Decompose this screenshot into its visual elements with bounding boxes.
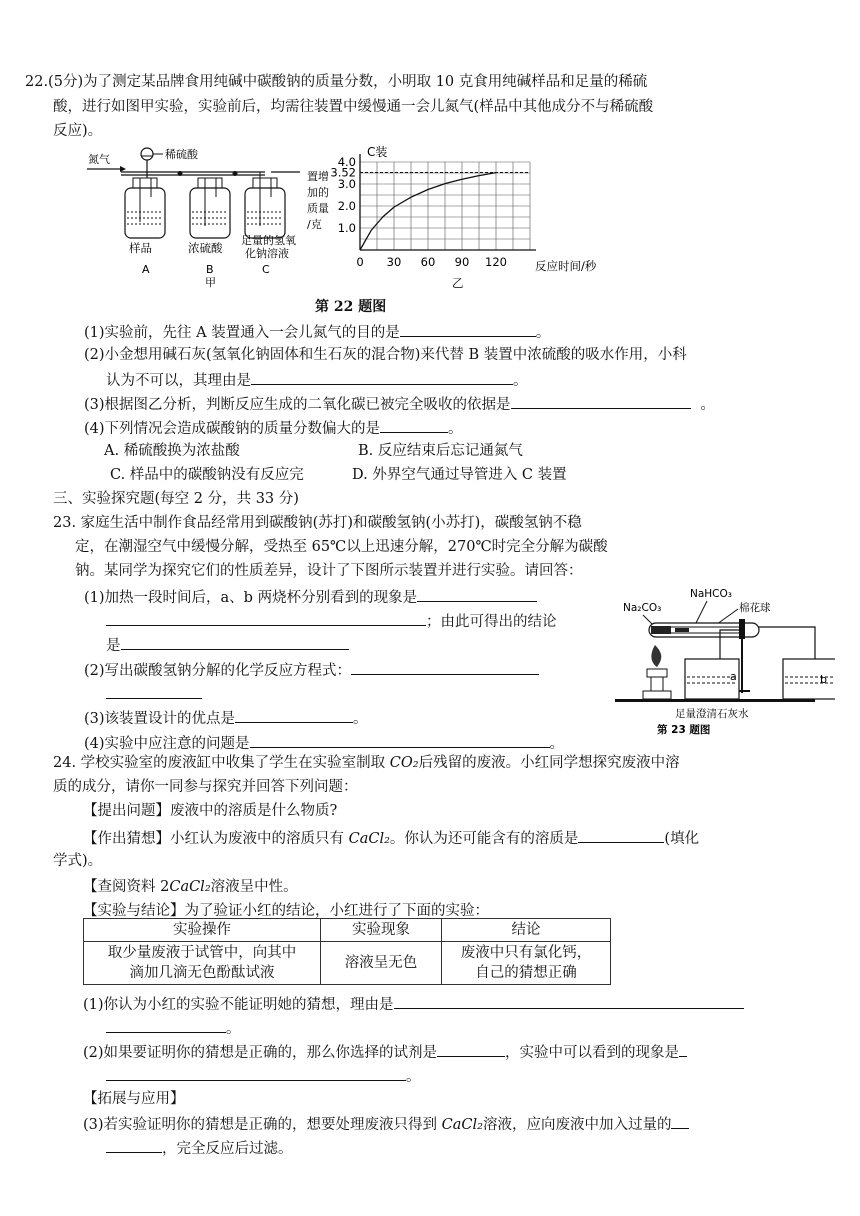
q22-part2-line2: 认为不可以，其理由是 。 — [106, 368, 528, 392]
q23-part2: (2)写出碳酸氢钠分解的化学反应方程式： — [84, 658, 539, 682]
x-tick-label: 30 — [386, 255, 402, 269]
answer-blank[interactable] — [437, 1040, 505, 1057]
label-A: A — [142, 263, 150, 276]
q24-part3-line2: ，完全反应后过滤。 — [106, 1136, 293, 1160]
answer-blank[interactable] — [380, 416, 448, 433]
label-yi: 乙 — [452, 276, 464, 290]
q23-intro-line2: 定，在潮湿空气中缓慢分解，受热至 65℃以上迅速分解，270℃时完全分解为碳酸 — [75, 539, 608, 555]
q24-intro-line2: 质的成分，请你一同参与探究并回答下列问题： — [53, 779, 358, 795]
q22-figure-caption: 第 22 题图 — [315, 299, 387, 315]
label-B: B — [206, 263, 214, 276]
answer-blank[interactable] — [250, 731, 550, 748]
answer-blank[interactable] — [351, 658, 539, 675]
q24-part1: (1)你认为小红的实验不能证明她的猜想，理由是 — [83, 992, 744, 1016]
answer-blank[interactable] — [106, 609, 426, 626]
q23-intro-line1: 23. 家庭生活中制作食品经常用到碳酸钠(苏打)和碳酸氢钠(小苏打)，碳酸氢钠不稳 — [53, 515, 582, 531]
table-cell-operation: 取少量废液于试管中，向其中 滴加几滴无色酚酞试液 — [84, 942, 321, 985]
q23-part1-line3: 是 — [106, 633, 349, 657]
q22-option-b: B. 反应结束后忘记通氮气 — [358, 443, 523, 459]
naoh-label-2: 化钠溶液 — [245, 247, 289, 260]
x-tick-label: 120 — [485, 255, 507, 269]
q22-option-a: A. 稀硫酸换为浓盐酸 — [104, 443, 240, 459]
q22-part3: (3)根据图乙分析，判断反应生成的二氧化碳已被完全吸收的依据是 。 — [84, 392, 715, 416]
q24-experiment-heading: 【实验与结论】为了验证小红的结论，小红进行了下面的实验： — [83, 903, 489, 919]
answer-blank[interactable] — [121, 633, 349, 650]
table-cell-phenomenon: 溶液呈无色 — [321, 942, 442, 985]
label-C: C — [262, 263, 270, 276]
q22-intro-line1: 22.(5分)为了测定某品牌食用纯碱中碳酸钠的质量分数，小明取 10 克食用纯碱样品和足量的稀硫 — [25, 74, 648, 90]
y-tick-label: 3.0 — [337, 177, 356, 191]
q23-apparatus-figure — [615, 583, 835, 751]
q24-intro-line1: 24. 学校实验室的废液缸中收集了学生在实验室制取 CO₂后残留的废液。小红同学想探究废液中溶 — [53, 755, 680, 771]
q23-figure-caption: 第 23 题图 — [657, 724, 711, 736]
q22-intro-line2: 酸，进行如图甲实验，实验前后，均需往装置中缓慢通一会儿氮气(样品中其他成分不与稀硫酸 — [53, 99, 654, 115]
q22-mass-chart — [305, 142, 625, 292]
q24-hypothesis-line2: 学式)。 — [53, 853, 103, 869]
answer-blank[interactable] — [106, 1136, 162, 1153]
bottle-c — [245, 172, 300, 238]
table-row — [84, 942, 611, 985]
sample-label: 样品 — [129, 241, 152, 255]
answer-blank[interactable] — [671, 1112, 689, 1129]
nahco3-label: NaHCO₃ — [690, 588, 732, 600]
y-tick-label: 1.0 — [337, 221, 356, 235]
answer-blank[interactable] — [251, 368, 513, 385]
q24-part3: (3)若实验证明你的猜想是正确的，想要处理废液只得到 CaCl₂溶液，应向废液中加入过量的 — [83, 1112, 689, 1136]
bottle-a — [125, 178, 165, 238]
x-tick-label: 0 — [356, 255, 364, 269]
beaker-a-label: a — [730, 670, 737, 683]
q22-part4: (4)下列情况会造成碳酸钠的质量分数偏大的是 。 — [84, 416, 463, 440]
label-jia: 甲 — [205, 276, 216, 289]
y-tick-label: 3.52 — [330, 165, 356, 180]
y-tick-label: 2.0 — [337, 199, 356, 213]
table-header: 实验现象 — [321, 919, 442, 942]
q23-part1: (1)加热一段时间后，a、b 两烧杯分别看到的现象是 — [84, 585, 537, 609]
q22-intro-line3: 反应)。 — [53, 123, 103, 139]
q23-part4: (4)实验中应注意的问题是 。 — [84, 731, 564, 755]
q23-intro-line3: 钠。某同学为探究它们的性质差异，设计了下图所示装置并进行实验。请回答： — [75, 563, 583, 579]
answer-blank[interactable] — [235, 706, 353, 723]
ylabel-1: 置增 — [307, 170, 329, 183]
answer-blank[interactable] — [400, 320, 536, 337]
na2co3-label: Na₂CO₃ — [623, 602, 662, 614]
y-tick-label: 4.0 — [337, 155, 356, 169]
answer-blank[interactable] — [106, 1016, 226, 1033]
answer-blank[interactable] — [679, 1040, 687, 1057]
xlabel: 反应时间/秒 — [535, 259, 597, 273]
ylabel-2: 加的 — [307, 186, 329, 199]
q22-part2-line1: (2)小金想用碱石灰(氢氧化钠固体和生石灰的混合物)来代替 B 装置中浓硫酸的吸水作用，小科 — [84, 347, 687, 363]
ylabel-4: /克 — [307, 218, 322, 231]
section-heading: 三、实验探究题(每空 2 分，共 33 分) — [53, 491, 299, 507]
experiment-table — [83, 918, 611, 985]
answer-blank[interactable] — [106, 682, 202, 699]
conc-acid-label: 浓硫酸 — [188, 241, 223, 255]
cotton-label: 棉花球 — [739, 602, 771, 614]
answer-blank[interactable] — [511, 392, 691, 409]
beaker-b-label: b — [820, 673, 827, 686]
answer-blank[interactable] — [394, 992, 744, 1009]
table-cell-conclusion: 废液中只有氯化钙， 自己的猜想正确 — [442, 942, 611, 985]
q22-part1: (1)实验前，先往 A 装置通入一会儿氮气的目的是 。 — [84, 320, 550, 344]
answer-blank[interactable] — [578, 826, 664, 843]
q23-part2-line2 — [106, 682, 202, 706]
q24-part1-line2: 。 — [106, 1016, 241, 1040]
q22-option-d: D. 外界空气通过导管进入 C 装置 — [352, 467, 567, 483]
q24-question: 【提出问题】废液中的溶质是什么物质? — [83, 803, 338, 819]
bottle-b — [190, 178, 230, 238]
q22-option-c: C. 样品中的碳酸钠没有反应完 — [110, 467, 304, 483]
x-tick-label: 60 — [420, 255, 436, 269]
q23-part1-line2: ；由此可得出的结论 — [106, 609, 557, 633]
q22-apparatus-figure — [85, 142, 305, 292]
ylabel-3: 质量 — [307, 202, 329, 215]
answer-blank[interactable] — [106, 1064, 406, 1081]
table-header: 结论 — [442, 919, 611, 942]
q24-part2: (2)如果要证明你的猜想是正确的，那么你选择的试剂是 ，实验中可以看到的现象是 — [83, 1040, 687, 1064]
q24-hypothesis: 【作出猜想】小红认为废液中的溶质只有 CaCl₂。你认为还可能含有的溶质是 (填化 — [83, 826, 699, 850]
nitrogen-label: 氮气 — [88, 153, 110, 166]
chart-title: C装 — [367, 145, 388, 159]
naoh-label-1: 足量的氢氧 — [241, 234, 296, 247]
q24-lookup: 【查阅资料 2CaCl₂溶液呈中性。 — [83, 879, 298, 895]
table-header: 实验操作 — [84, 919, 321, 942]
q24-part2-line2: 。 — [106, 1064, 421, 1088]
acid-label: 稀硫酸 — [165, 148, 198, 161]
q23-part3: (3)该装置设计的优点是 。 — [84, 706, 368, 730]
limewater-label: 足量澄清石灰水 — [675, 708, 749, 720]
answer-blank[interactable] — [417, 585, 537, 602]
x-tick-label: 90 — [454, 255, 470, 269]
q24-extension-heading: 【拓展与应用】 — [83, 1091, 185, 1107]
